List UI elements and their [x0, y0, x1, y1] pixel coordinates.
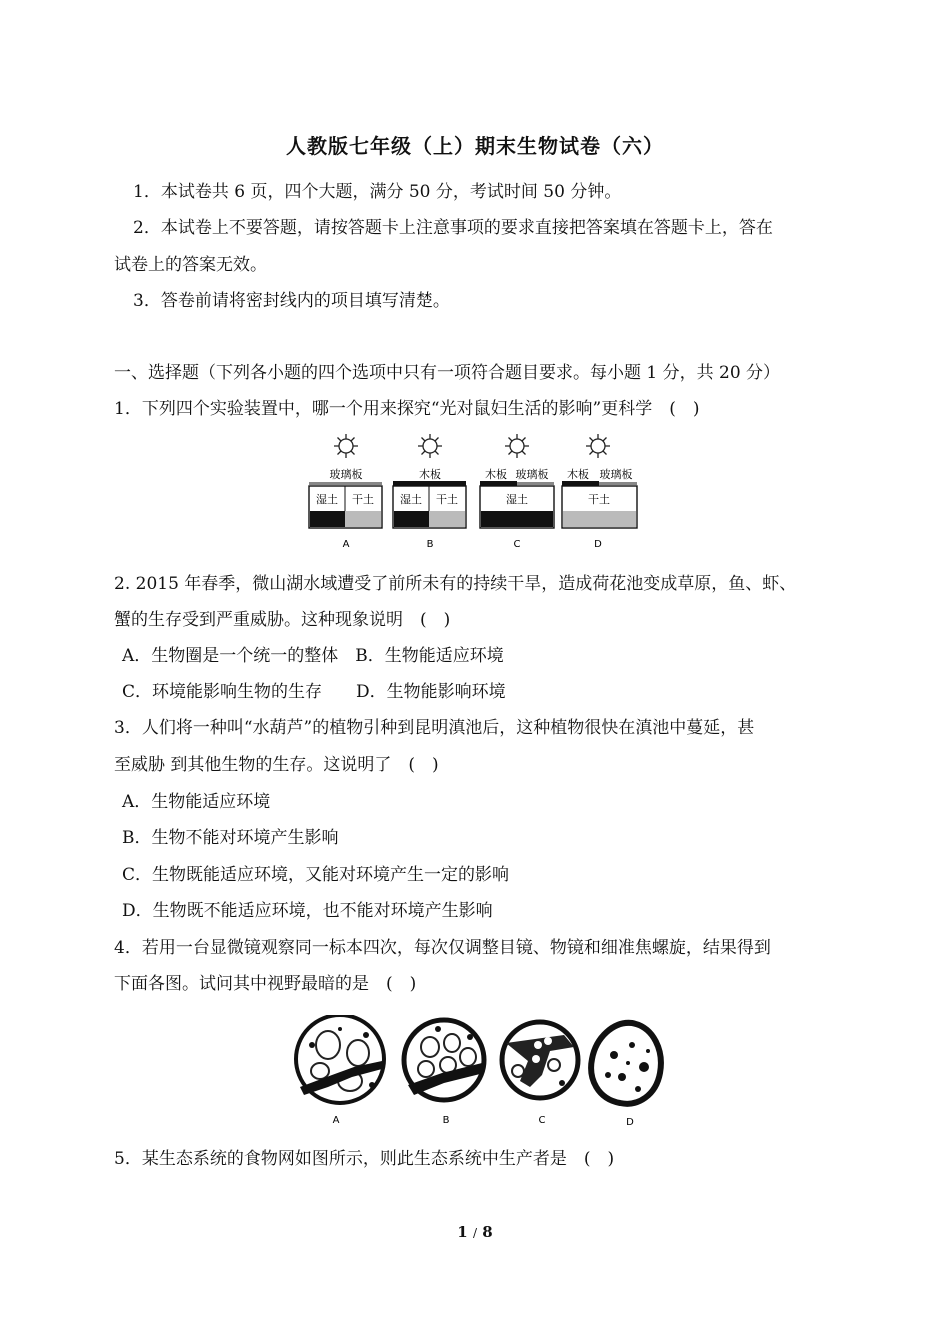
page-current: 1: [457, 1223, 468, 1241]
setup-a: [309, 482, 382, 528]
board-label: 木板: [419, 468, 441, 481]
question-3-line-2: 至威胁 到其他生物的生存。这说明了 ( ): [114, 755, 439, 775]
question-4-line-2: 下面各图。试问其中视野最暗的是 ( ): [114, 974, 417, 994]
soil-label: 湿土: [506, 493, 528, 506]
soil-label: 干土: [436, 493, 458, 506]
instruction-2: 2．本试卷上不要答题，请按答题卡上注意事项的要求直接把答案填在答题卡上，答在: [133, 218, 773, 238]
microscope-view-d: [591, 1023, 661, 1104]
board-label: 玻璃板: [599, 468, 633, 481]
setup-c: [480, 481, 554, 528]
soil-label: 干土: [352, 493, 374, 506]
instruction-1: 1．本试卷共 6 页，四个大题，满分 50 分，考试时间 50 分钟。: [133, 182, 622, 202]
section-heading: 一、选择题（下列各小题的四个选项中只有一项符合题目要求。每小题 1 分，共 20 分）: [114, 363, 781, 383]
microscope-view-b: [404, 1020, 484, 1100]
question-3-line-1: 3．人们将一种叫“水葫芦”的植物引种到昆明滇池后，这种植物很快在滇池中蔓延，甚: [114, 718, 755, 738]
question-3-option-d: D．生物既不能适应环境，也不能对环境产生影响: [122, 901, 493, 921]
option-letter: C: [513, 539, 521, 550]
sun-icon: [334, 434, 358, 458]
question-2-options-1: A．生物圈是一个统一的整体 B．生物能适应环境: [122, 646, 504, 666]
soil-label: 干土: [588, 493, 610, 506]
sun-icon: [586, 434, 610, 458]
question-2-options-2: C．环境能影响生物的生存 D．生物能影响环境: [122, 682, 506, 702]
board-label: 玻璃板: [515, 468, 549, 481]
question-3-option-b: B．生物不能对环境产生影响: [122, 828, 339, 848]
question-4-line-1: 4．若用一台显微镜观察同一标本四次，每次仅调整目镜、物镜和细准焦螺旋，结果得到: [114, 938, 771, 958]
microscope-view-a: [296, 1015, 384, 1103]
page-separator: /: [472, 1226, 478, 1240]
question-3-option-c: C．生物既能适应环境，又能对环境产生一定的影响: [122, 865, 510, 885]
instruction-3: 3．答卷前请将密封线内的项目填写清楚。: [133, 291, 450, 311]
microscope-view-figure: [292, 1015, 672, 1130]
question-2-line-2: 蟹的生存受到严重威胁。这种现象说明 ( ): [114, 610, 451, 630]
board-label: 玻璃板: [329, 468, 363, 481]
option-letter: D: [626, 1117, 634, 1128]
setup-b: [393, 481, 466, 528]
option-letter: B: [426, 539, 434, 550]
option-letter: B: [442, 1115, 450, 1126]
option-letter: C: [538, 1115, 546, 1126]
microscope-view-c: [502, 1022, 578, 1098]
experiment-setup-figure: [300, 430, 650, 555]
page-number: [0, 1223, 950, 1241]
question-2-line-1: 2. 2015 年春季，微山湖水域遭受了前所未有的持续干旱，造成荷花池变成草原，鱼、虾、: [114, 574, 797, 594]
question-1: 1．下列四个实验装置中，哪一个用来探究“光对鼠妇生活的影响”更科学 ( ): [114, 399, 700, 419]
sun-icon: [505, 434, 529, 458]
option-letter: D: [594, 539, 602, 550]
option-letter: A: [332, 1115, 340, 1126]
board-label: 木板: [567, 468, 589, 481]
setup-d: [562, 481, 637, 528]
soil-label: 湿土: [400, 493, 422, 506]
question-3-option-a: A．生物能适应环境: [122, 792, 271, 812]
page-total: 8: [482, 1223, 493, 1241]
board-label: 木板: [485, 468, 507, 481]
sun-icon: [418, 434, 442, 458]
instruction-2-cont: 试卷上的答案无效。: [114, 255, 267, 275]
question-5: 5．某生态系统的食物网如图所示，则此生态系统中生产者是 ( ): [114, 1149, 615, 1169]
option-letter: A: [342, 539, 350, 550]
page-title: 人教版七年级（上）期末生物试卷（六）: [286, 134, 664, 158]
soil-label: 湿土: [316, 493, 338, 506]
